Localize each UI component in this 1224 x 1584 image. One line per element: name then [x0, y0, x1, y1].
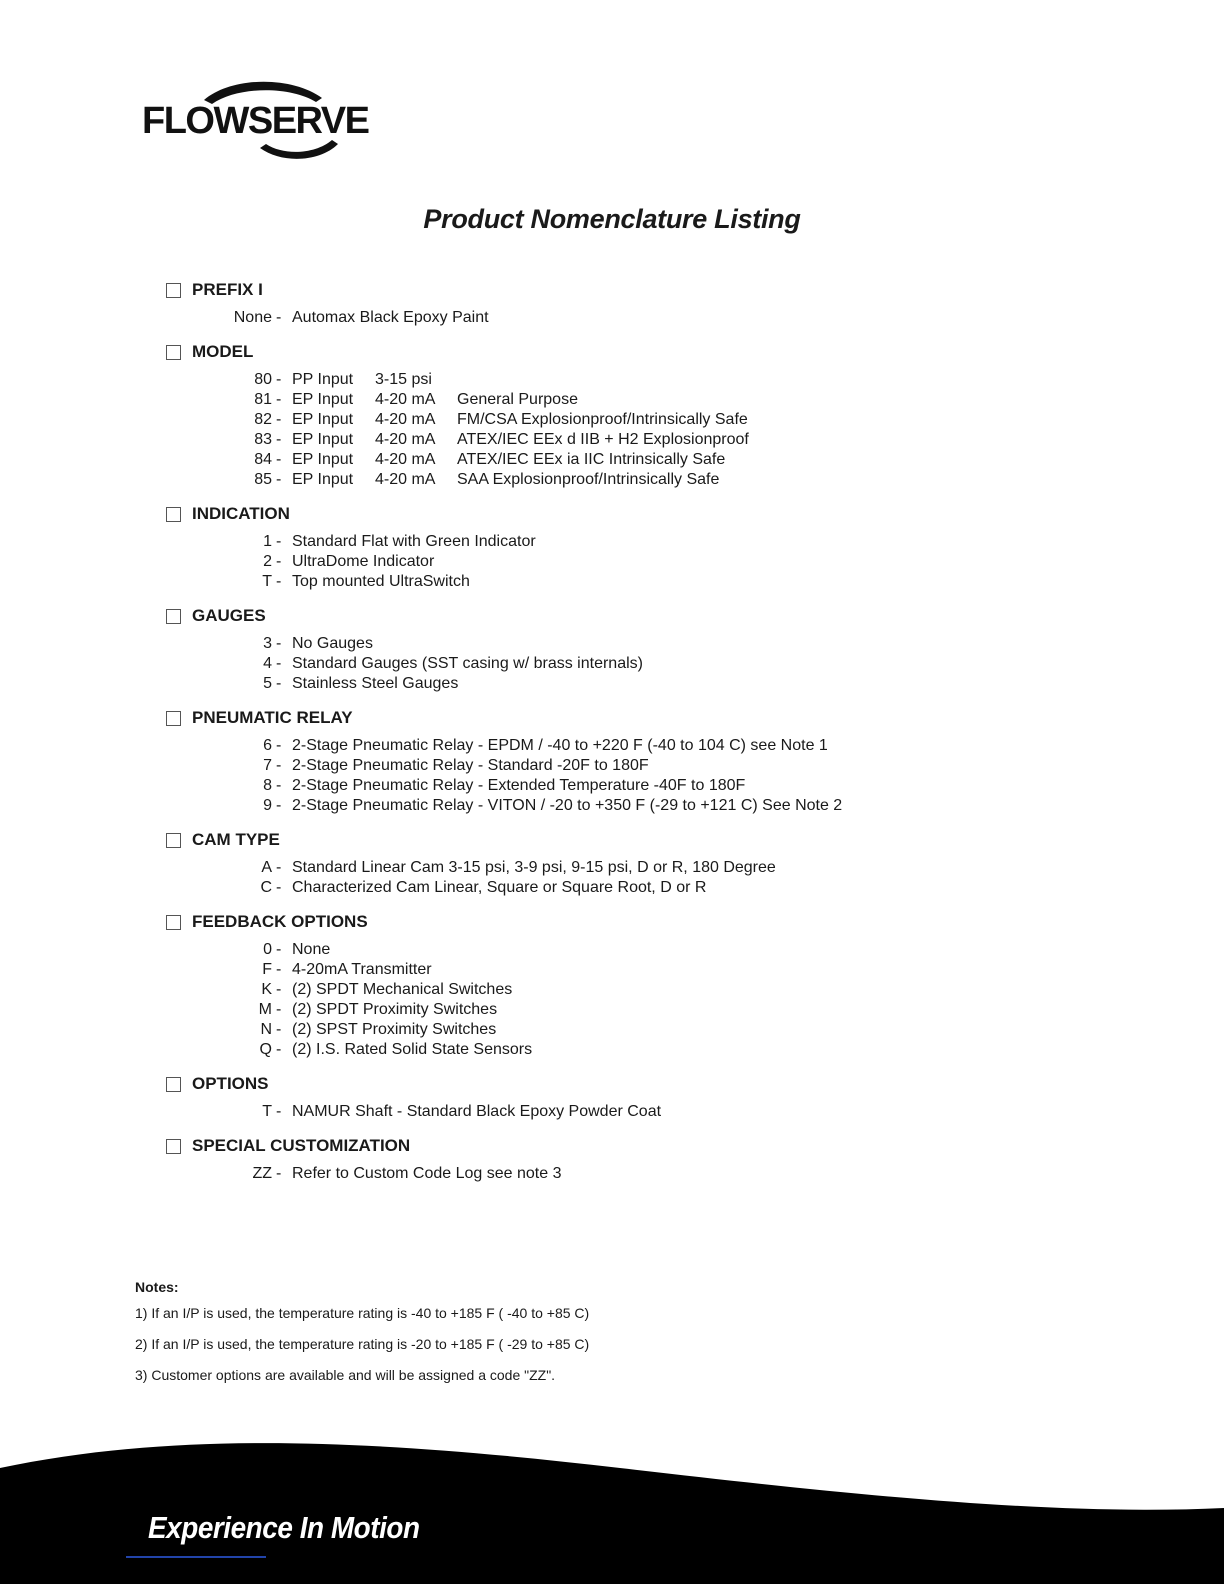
- option-dash: -: [276, 411, 282, 428]
- option-dash: -: [276, 1021, 282, 1038]
- option-row: [166, 390, 926, 410]
- section-heading: PREFIX I: [192, 280, 263, 299]
- notes-title: Notes:: [135, 1279, 179, 1295]
- section-header: [166, 910, 926, 934]
- option-dash: -: [276, 533, 282, 550]
- option-description: Top mounted UltraSwitch: [292, 573, 470, 590]
- option-description: UltraDome Indicator: [292, 553, 435, 570]
- note-item: 2) If an I/P is used, the temperature rating is -20 to +185 F ( -29 to +85 C): [135, 1336, 590, 1352]
- option-row: [166, 674, 926, 694]
- section-checkbox[interactable]: [166, 1139, 181, 1154]
- section-checkbox[interactable]: [166, 507, 181, 522]
- section-checkbox[interactable]: [166, 609, 181, 624]
- section-header: [166, 340, 926, 364]
- section: [166, 502, 926, 592]
- section-items: [166, 940, 926, 1060]
- option-dash: -: [276, 1001, 282, 1018]
- option-description: No Gauges: [292, 635, 373, 652]
- option-row: [166, 1102, 926, 1122]
- section: [166, 828, 926, 898]
- option-row: [166, 796, 926, 816]
- option-dash: -: [276, 1041, 282, 1058]
- footer-wave-band: [0, 1430, 1224, 1584]
- option-row: [166, 980, 926, 1000]
- option-row: [166, 1040, 926, 1060]
- option-row: [166, 552, 926, 572]
- nomenclature-sections: [166, 278, 926, 1196]
- option-row: [166, 532, 926, 552]
- option-description: (2) SPST Proximity Switches: [292, 1021, 497, 1038]
- option-row: [166, 776, 926, 796]
- option-dash: -: [276, 797, 282, 814]
- option-code: K: [261, 981, 272, 998]
- option-row: [166, 410, 926, 430]
- option-code: 1: [263, 533, 272, 550]
- option-dash: -: [276, 961, 282, 978]
- option-code: 5: [263, 675, 272, 692]
- notes-block: [135, 1276, 835, 1391]
- option-description: Refer to Custom Code Log see note 3: [292, 1165, 562, 1182]
- option-dash: -: [276, 451, 282, 468]
- logo-wordmark: FLOWSERVE: [142, 100, 369, 142]
- option-row: [166, 960, 926, 980]
- note-item: 3) Customer options are available and will be assigned a code "ZZ".: [135, 1367, 556, 1383]
- section-items: [166, 370, 926, 490]
- option-code: N: [260, 1021, 272, 1038]
- section-items: [166, 736, 926, 816]
- option-dash: -: [276, 675, 282, 692]
- option-row: [166, 878, 926, 898]
- option-description: 4-20 mA: [375, 471, 436, 488]
- option-row: [166, 1164, 926, 1184]
- section-header: [166, 828, 926, 852]
- section-items: [166, 308, 926, 328]
- section-heading: INDICATION: [192, 504, 290, 523]
- footer-tagline: Experience In Motion: [148, 1510, 420, 1545]
- section-checkbox[interactable]: [166, 833, 181, 848]
- page-title: Product Nomenclature Listing: [423, 204, 801, 234]
- option-description: 2-Stage Pneumatic Relay - Extended Temperature -40F to 180F: [292, 777, 746, 794]
- option-row: [166, 370, 926, 390]
- section-items: [166, 1164, 926, 1184]
- option-description: (2) SPDT Proximity Switches: [292, 1001, 498, 1018]
- option-description: 2-Stage Pneumatic Relay - VITON / -20 to +350 F (-29 to +121 C) See Note 2: [292, 797, 843, 814]
- option-code: 9: [263, 797, 272, 814]
- option-code: 85: [254, 471, 272, 488]
- option-code: 84: [254, 451, 272, 468]
- option-code: 7: [263, 757, 272, 774]
- option-description: ATEX/IEC EEx d IIB + H2 Explosionproof: [457, 431, 749, 448]
- option-description: Standard Linear Cam 3-15 psi, 3-9 psi, 9-15 psi, D or R, 180 Degree: [292, 859, 776, 876]
- option-description: 3-15 psi: [375, 371, 432, 388]
- option-description: (2) I.S. Rated Solid State Sensors: [292, 1041, 533, 1058]
- option-dash: -: [276, 553, 282, 570]
- option-code: M: [258, 1001, 272, 1018]
- section-heading: OPTIONS: [192, 1074, 269, 1093]
- option-description: (2) SPDT Mechanical Switches: [292, 981, 513, 998]
- section: [166, 706, 926, 816]
- section-checkbox[interactable]: [166, 915, 181, 930]
- option-description: Standard Flat with Green Indicator: [292, 533, 536, 550]
- option-code: 81: [254, 391, 272, 408]
- option-code: A: [261, 859, 272, 876]
- section-header: [166, 278, 926, 302]
- option-description: EP Input: [292, 451, 354, 468]
- option-dash: -: [276, 757, 282, 774]
- option-description: EP Input: [292, 471, 354, 488]
- option-row: [166, 450, 926, 470]
- option-dash: -: [276, 879, 282, 896]
- option-code: C: [260, 879, 272, 896]
- option-code: 82: [254, 411, 272, 428]
- option-description: 2-Stage Pneumatic Relay - Standard -20F to 180F: [292, 757, 649, 774]
- section-heading: SPECIAL CUSTOMIZATION: [192, 1136, 411, 1155]
- option-code: 80: [254, 371, 272, 388]
- option-dash: -: [276, 981, 282, 998]
- option-description: General Purpose: [457, 391, 578, 408]
- section-heading: PNEUMATIC RELAY: [192, 708, 353, 727]
- option-row: [166, 940, 926, 960]
- option-row: [166, 430, 926, 450]
- section-checkbox[interactable]: [166, 345, 181, 360]
- note-item: 1) If an I/P is used, the temperature rating is -40 to +185 F ( -40 to +85 C): [135, 1305, 590, 1321]
- option-row: [166, 858, 926, 878]
- option-dash: -: [276, 941, 282, 958]
- option-description: 4-20mA Transmitter: [292, 961, 432, 978]
- section-checkbox[interactable]: [166, 1077, 181, 1092]
- option-description: 4-20 mA: [375, 411, 436, 428]
- option-code: T: [262, 573, 272, 590]
- option-dash: -: [276, 471, 282, 488]
- section-header: [166, 604, 926, 628]
- option-row: [166, 470, 926, 490]
- option-description: EP Input: [292, 411, 354, 428]
- option-dash: -: [276, 737, 282, 754]
- option-description: Stainless Steel Gauges: [292, 675, 459, 692]
- option-description: NAMUR Shaft - Standard Black Epoxy Powder Coat: [292, 1103, 662, 1120]
- option-description: None: [292, 941, 331, 958]
- option-dash: -: [276, 777, 282, 794]
- option-dash: -: [276, 431, 282, 448]
- option-code: T: [262, 1103, 272, 1120]
- section: [166, 278, 926, 328]
- option-code: Q: [259, 1041, 272, 1058]
- option-code: 6: [263, 737, 272, 754]
- option-description: SAA Explosionproof/Intrinsically Safe: [457, 471, 720, 488]
- option-row: [166, 1020, 926, 1040]
- section-items: [166, 858, 926, 898]
- section-heading: GAUGES: [192, 606, 266, 625]
- section-header: [166, 502, 926, 526]
- option-code: 0: [263, 941, 272, 958]
- option-description: 2-Stage Pneumatic Relay - EPDM / -40 to +220 F (-40 to 104 C) see Note 1: [292, 737, 828, 754]
- option-row: [166, 308, 926, 328]
- option-code: None: [233, 309, 272, 326]
- option-dash: -: [276, 635, 282, 652]
- section: [166, 1134, 926, 1184]
- option-dash: -: [276, 371, 282, 388]
- section: [166, 910, 926, 1060]
- option-row: [166, 736, 926, 756]
- section-items: [166, 1102, 926, 1122]
- option-code: F: [262, 961, 272, 978]
- section: [166, 604, 926, 694]
- option-description: ATEX/IEC EEx ia IIC Intrinsically Safe: [457, 451, 726, 468]
- section-heading: MODEL: [192, 342, 254, 361]
- section: [166, 340, 926, 490]
- option-description: 4-20 mA: [375, 451, 436, 468]
- option-description: Standard Gauges (SST casing w/ brass internals): [292, 655, 643, 672]
- option-description: Characterized Cam Linear, Square or Square Root, D or R: [292, 879, 707, 896]
- section-heading: FEEDBACK OPTIONS: [192, 912, 368, 931]
- option-description: 4-20 mA: [375, 391, 436, 408]
- option-row: [166, 1000, 926, 1020]
- section-checkbox[interactable]: [166, 711, 181, 726]
- option-description: 4-20 mA: [375, 431, 436, 448]
- flowserve-logo: [142, 78, 369, 168]
- section: [166, 1072, 926, 1122]
- option-code: 2: [263, 553, 272, 570]
- option-description: EP Input: [292, 391, 354, 408]
- option-description: EP Input: [292, 431, 354, 448]
- option-description: PP Input: [292, 371, 354, 388]
- option-row: [166, 572, 926, 592]
- option-dash: -: [276, 391, 282, 408]
- option-description: FM/CSA Explosionproof/Intrinsically Safe: [457, 411, 748, 428]
- section-header: [166, 706, 926, 730]
- section-heading: CAM TYPE: [192, 830, 280, 849]
- option-dash: -: [276, 655, 282, 672]
- option-dash: -: [276, 573, 282, 590]
- option-dash: -: [276, 859, 282, 876]
- option-code: ZZ: [252, 1165, 272, 1182]
- option-dash: -: [276, 1103, 282, 1120]
- option-row: [166, 634, 926, 654]
- section-checkbox[interactable]: [166, 283, 181, 298]
- section-items: [166, 634, 926, 694]
- option-code: 8: [263, 777, 272, 794]
- option-code: 4: [263, 655, 272, 672]
- option-code: 83: [254, 431, 272, 448]
- option-dash: -: [276, 309, 282, 326]
- option-row: [166, 756, 926, 776]
- footer-accent-line: [126, 1556, 266, 1558]
- section-header: [166, 1072, 926, 1096]
- option-description: Automax Black Epoxy Paint: [292, 309, 489, 326]
- option-row: [166, 654, 926, 674]
- option-dash: -: [276, 1165, 282, 1182]
- section-items: [166, 532, 926, 592]
- option-code: 3: [263, 635, 272, 652]
- section-header: [166, 1134, 926, 1158]
